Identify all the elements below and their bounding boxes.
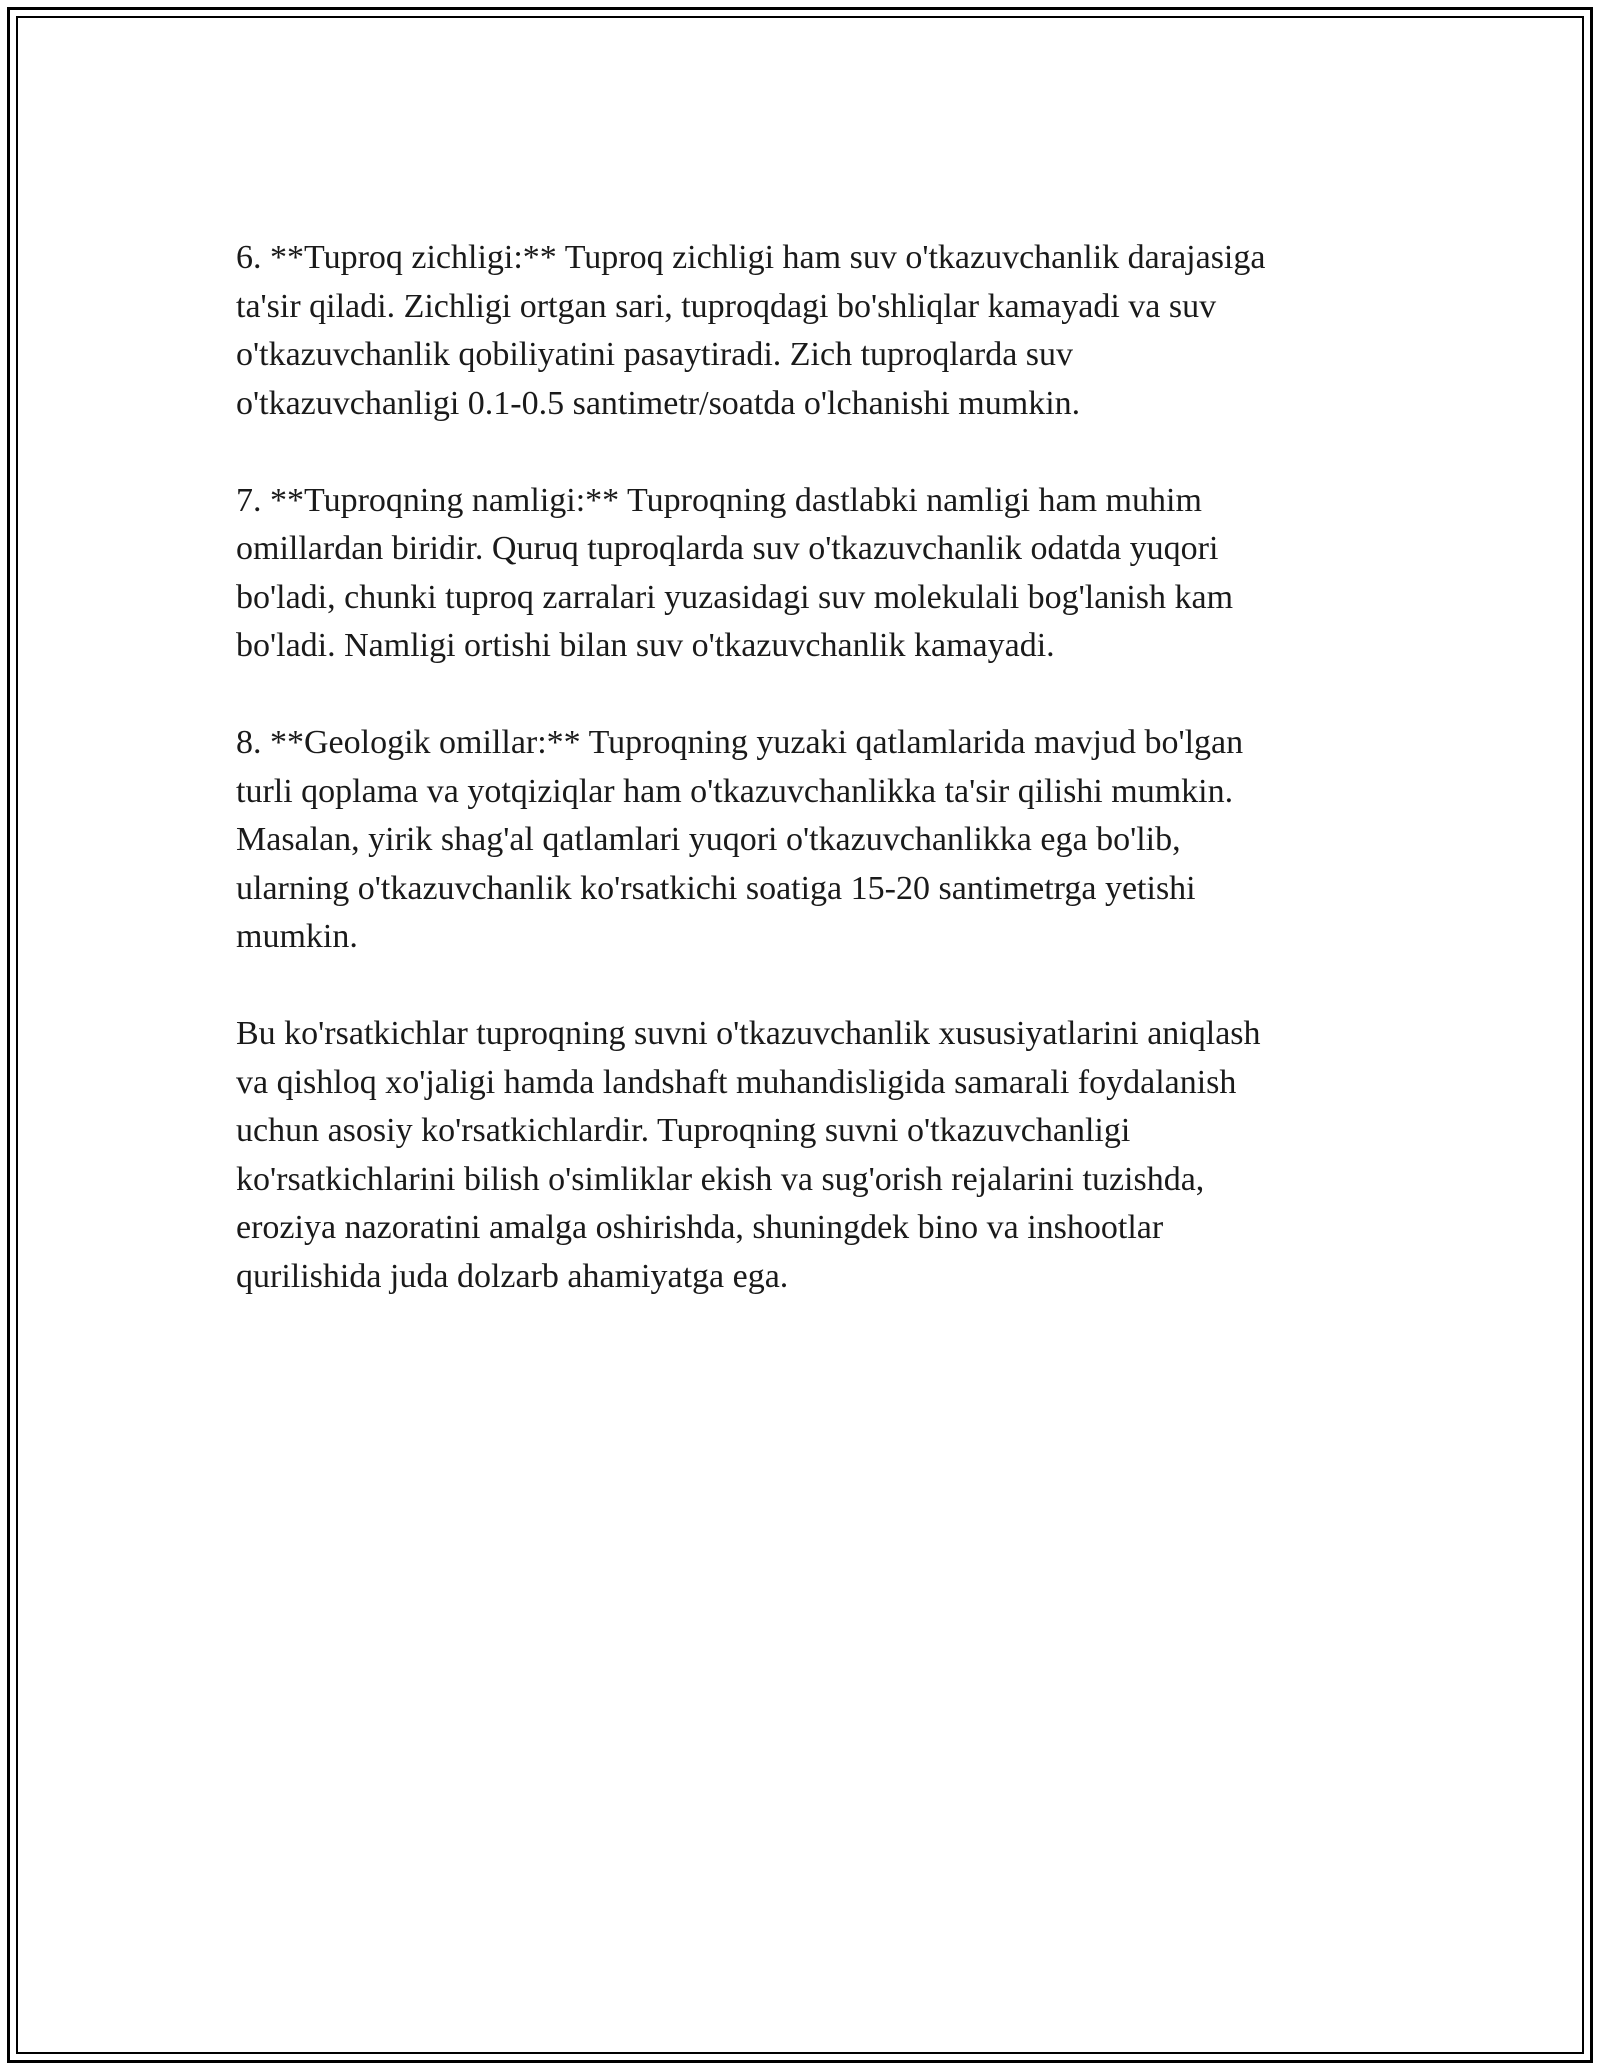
paragraph-soil-moisture: 7. **Tuproqning namligi:** Tuproqning dastlabki namligi ham muhim omillardan biridir. Quruq tuproqlarda suv o'tkazuvchanlik odatda yuqori bo'ladi, chunki tuproq zarralari yuzasidagi suv molekulali bog'lanish kam bo'ladi. Namligi ortishi bilan suv o'tkazuvchanlik kamayadi. <box>236 481 1234 664</box>
paragraph-soil-density: 6. **Tuproq zichligi:** Tuproq zichligi ham suv o'tkazuvchanlik darajasiga ta'sir qiladi. Zichligi ortgan sari, tuproqdagi bo'shliqlar kamayadi va suv o'tkazuvchanlik qobiliyatini pasaytiradi. Zich tuproqlarda suv o'tkazuvchanligi 0.1-0.5 santimetr/soatda o'lchanishi mumkin. <box>236 239 1266 422</box>
paragraph-geological-factors: 8. **Geologik omillar:** Tuproqning yuzaki qatlamlarida mavjud bo'lgan turli qoplama va yotqiziqlar ham o'tkazuvchanlikka ta'sir qilishi mumkin. Masalan, yirik shag'al qatlamlari yuqori o'tkazuvchanlikka ega bo'lib, ularning o'tkazuvchanlik ko'rsatkichi soatiga 15-20 santimetrga yetishi mumkin. <box>236 724 1244 955</box>
paragraph-conclusion: Bu ko'rsatkichlar tuproqning suvni o'tkazuvchanlik xususiyatlarini aniqlash va qishloq xo'jaligi hamda landshaft muhandisligida samarali foydalanish uchun asosiy ko'rsatkichlardir. Tuproqning suvni o'tkazuvchanligi ko'rsatkichlarini bilish o'simliklar ekish va sug'orish rejalarini tuzishda, eroziya nazoratini amalga oshirishda, shuningdek bino va inshootlar qurilishida juda dolzarb ahamiyatga ega. <box>236 1015 1261 1295</box>
document-body <box>236 234 1376 1350</box>
